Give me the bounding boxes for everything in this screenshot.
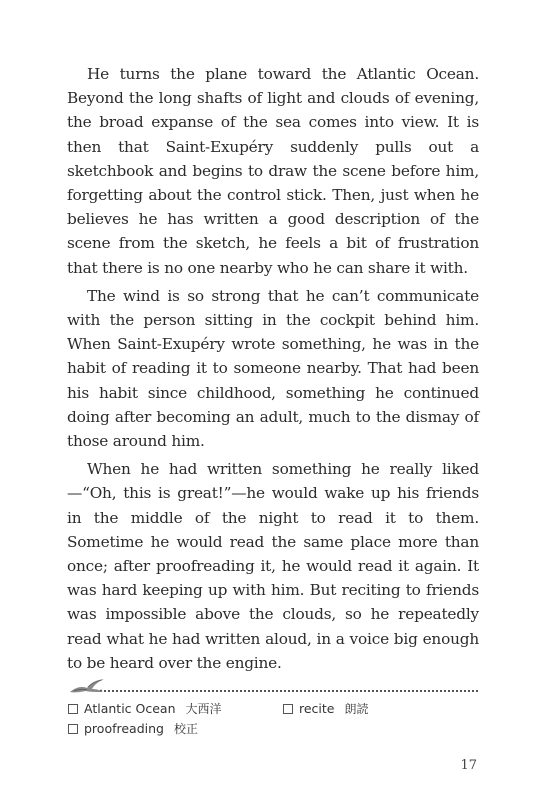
vocab-item-atlantic-ocean (68, 700, 222, 717)
vocab-gloss: 校正 (173, 722, 198, 736)
vocab-term: proofreading (84, 721, 164, 736)
checkbox-icon[interactable] (68, 724, 78, 734)
page-number: 17 (460, 758, 477, 773)
vocabulary-divider (68, 675, 478, 697)
main-text (67, 62, 479, 679)
vocab-item-proofreading (68, 720, 198, 737)
paragraph-2: The wind is so strong that he can’t communicate with the person sitting in the cockpit behind him. When Saint-Exupéry wrote something, he was in the habit of reading it to someone nearby. That had been his habit since childhood, something he continued doing after becoming an adult, much to the dismay of those around him. (67, 286, 479, 451)
vocab-item-recite (283, 700, 369, 717)
vocab-term: Atlantic Ocean (84, 701, 176, 716)
paragraph-3: When he had written something he really liked—“Oh, this is great!”—he would wake up his friends in the middle of the night to read it to them. Sometime he would read the same place more than once; after proofreading it, he would read it again. It was hard keeping up with him. But reciting to friends was impossible above the clouds, so he repeatedly read what he had written aloud, in a voice big enough to be heard over the engine. (67, 460, 479, 672)
vocab-gloss: 朗読 (344, 702, 369, 716)
checkbox-icon[interactable] (68, 704, 78, 714)
bird-icon (68, 675, 106, 697)
vocab-gloss: 大西洋 (185, 702, 222, 716)
dotted-divider-line (104, 690, 478, 692)
paragraph-1: He turns the plane toward the Atlantic Ocean. Beyond the long shafts of light and clouds of evening, the broad expanse of the sea comes into view. It is then that Saint-Exupéry suddenly pulls out a sketchbook and begins to draw the scene before him, forgetting about the control stick. Then, just when he believes he has written a good description of the scene from the sketch, he feels a bit of frustration that there is no one nearby who he can share it with. (67, 65, 479, 277)
checkbox-icon[interactable] (283, 704, 293, 714)
vocab-term: recite (299, 701, 335, 716)
